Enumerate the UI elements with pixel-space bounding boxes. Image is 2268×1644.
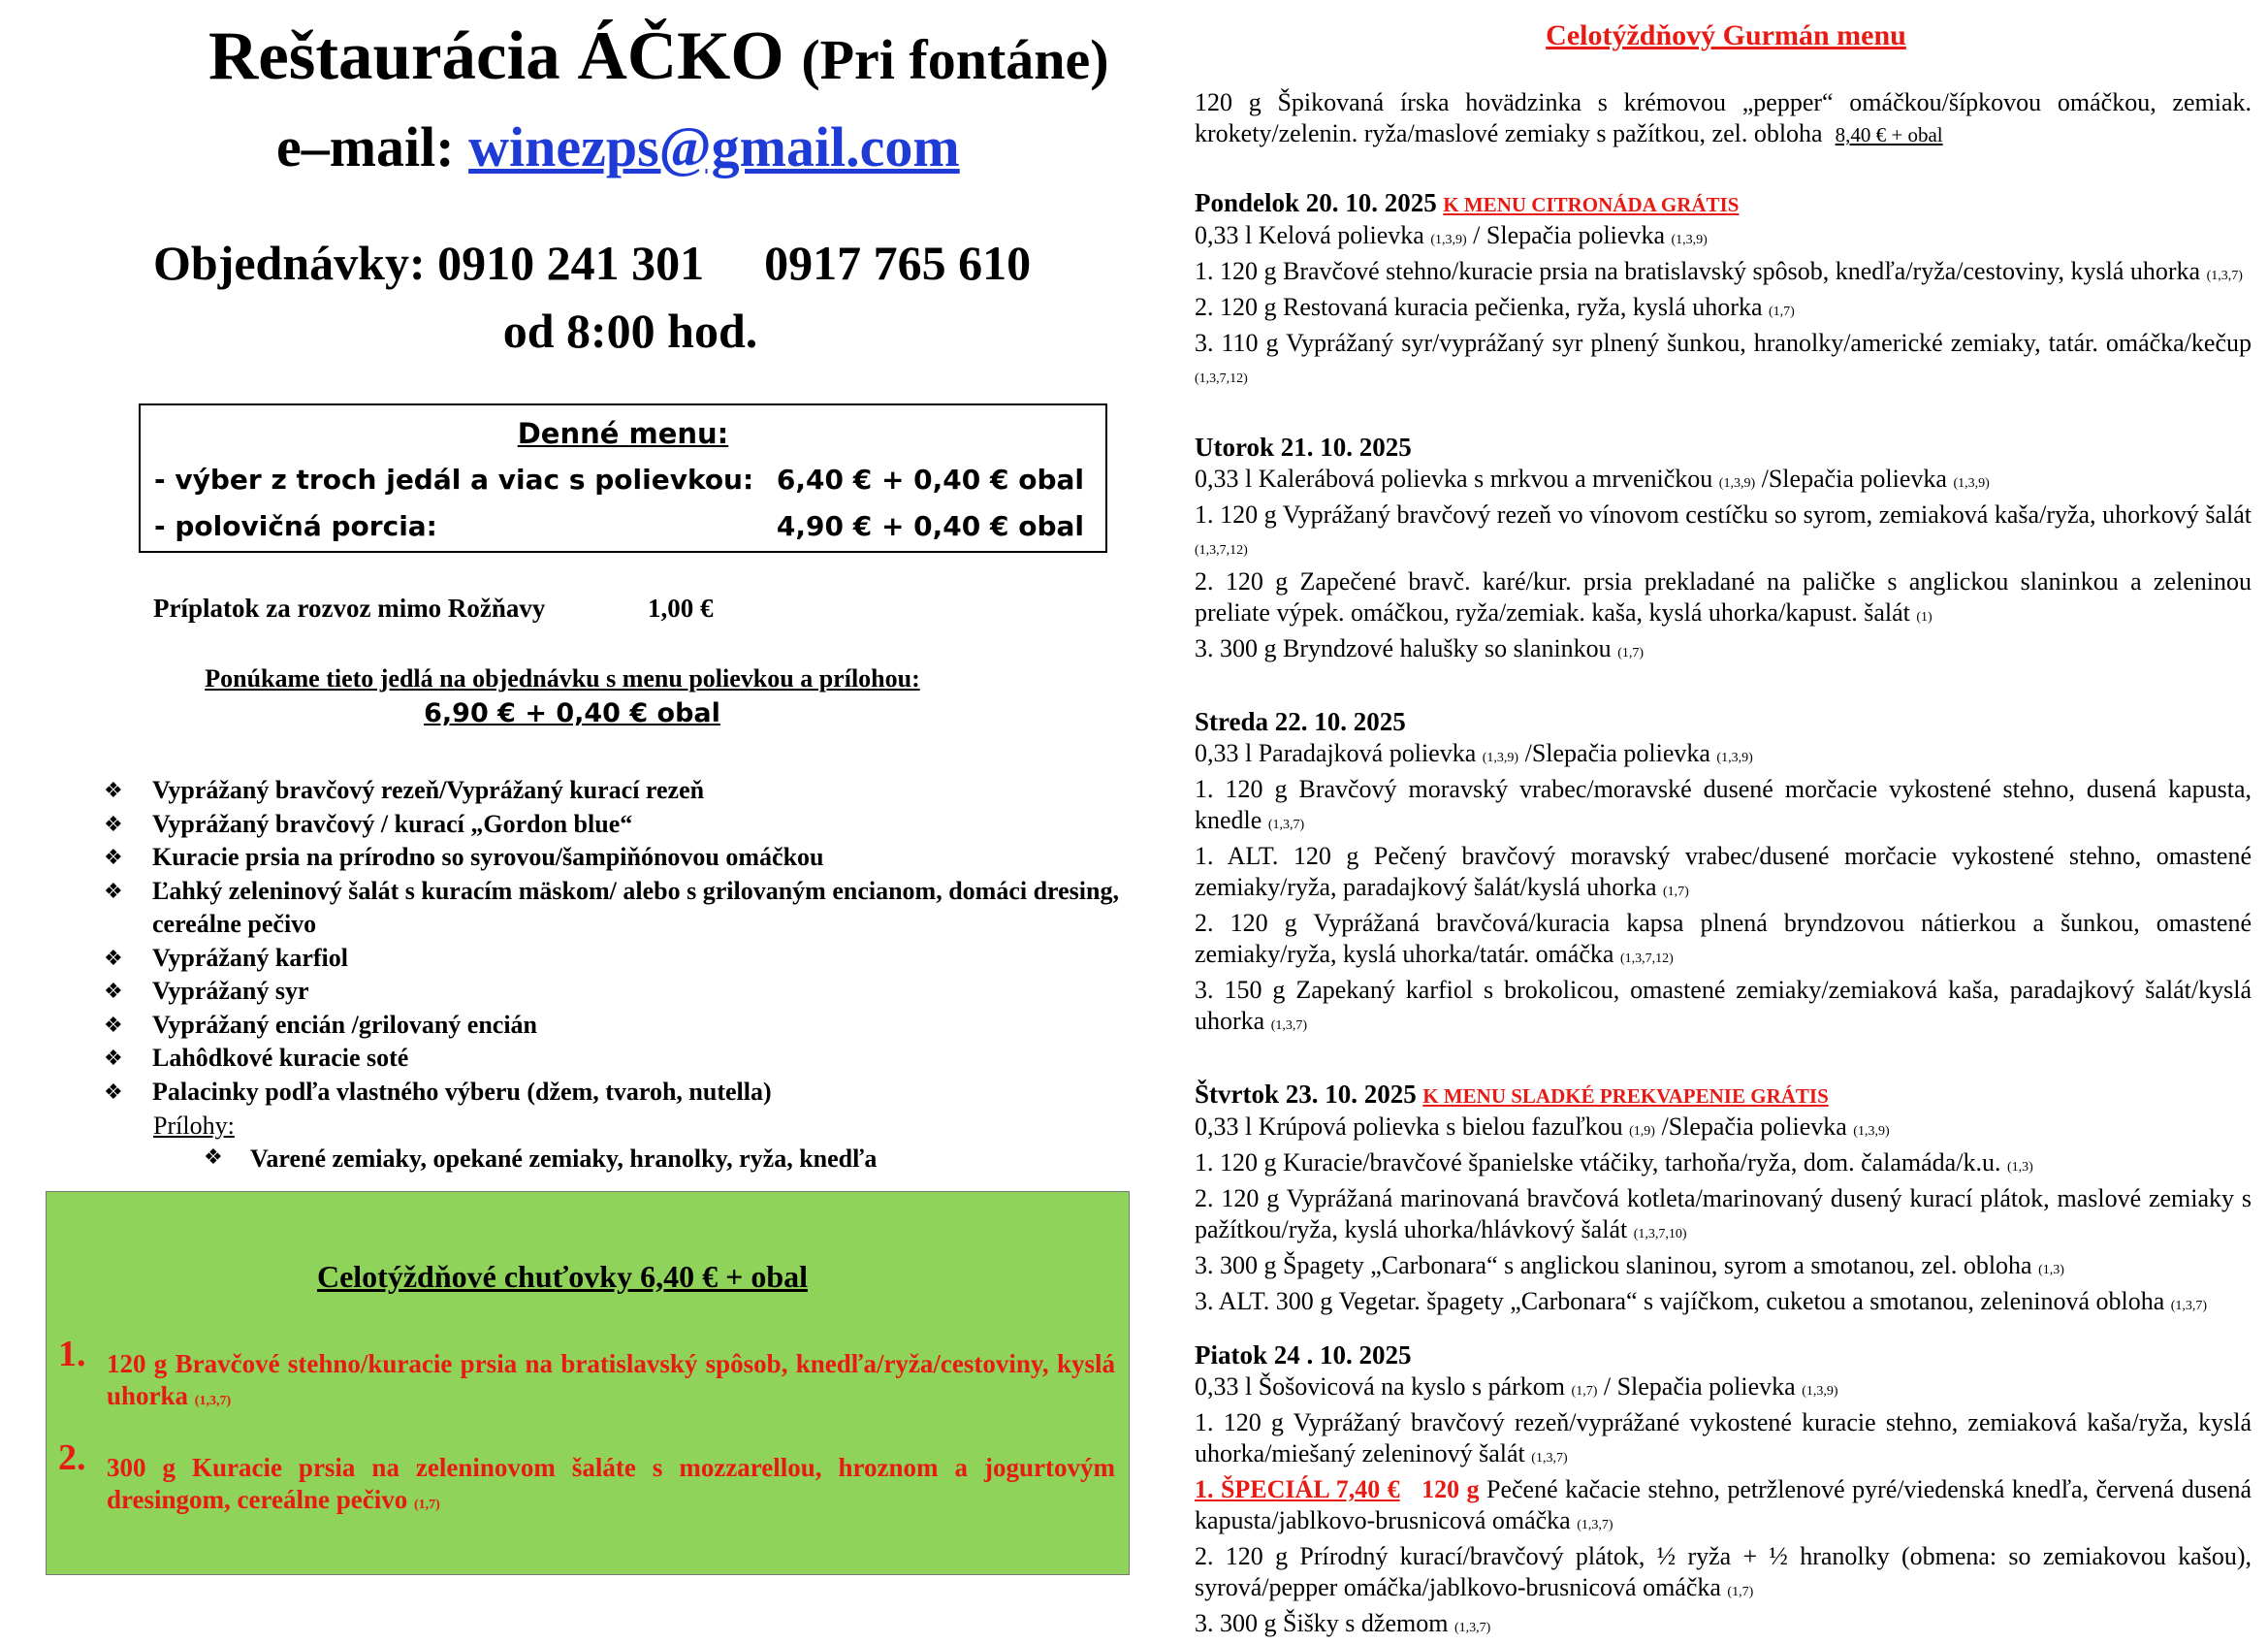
dish-line: 3. 300 g Špagety „Carbonara“ s anglickou slaninou, syrom a smotanou, zel. obloha (1,3)	[1195, 1251, 2064, 1279]
weekly-specials-title: Celotýždňové chuťovky 6,40 € + obal	[316, 1259, 809, 1294]
restaurant-name: Reštaurácia ÁČKO	[208, 18, 784, 94]
phone-1: 0910 241 301	[437, 236, 705, 290]
weekly-menu	[1195, 87, 2252, 1644]
daily-menu-row	[154, 464, 1084, 496]
diamond-cluster-icon: ❖	[104, 811, 123, 836]
sides-label: Prílohy:	[153, 1112, 235, 1140]
orders-label: Objednávky:	[153, 236, 426, 290]
dish-line: 3. 110 g Vyprážaný syr/vyprážaný syr plnený šunkou, hranolky/americké zemiaky, tatár. omáčka/kečup (1,3,7,12)	[1195, 329, 2252, 386]
dish-line: 3. ALT. 300 g Vegetar. špagety „Carbonara“ s vajíčkom, cuketou a smotanou, zeleninová obloha (1,3,7)	[1195, 1287, 2208, 1315]
soup-line: 0,33 l Paradajková polievka (1,3,9) /Slepačia polievka (1,3,9)	[1195, 739, 1753, 767]
daily-menu-row-price: 6,40 € + 0,40 € obal	[776, 464, 1084, 496]
day-heading: Utorok 21. 10. 2025	[1195, 433, 1412, 462]
dish-line: 1. 120 g Bravčový moravský vrabec/moravské dusené morčacie vykostené stehno, dusená kapusta, knedle (1,3,7)	[1195, 775, 2252, 834]
promo-badge: K MENU CITRONÁDA GRÁTIS	[1443, 193, 1740, 216]
list-item: ❖ Vyprážaný bravčový / kurací „Gordon blue“	[102, 808, 1130, 842]
restaurant-location: (Pri fontáne)	[801, 28, 1109, 91]
dish-line: 1. 120 g Vyprážaný bravčový rezeň/vyprážané vykostené kuracie stehno, zemiaková kaša/ryža, kyslá uhorka/miešaný zeleninový šalát (1,3,7)	[1195, 1408, 2252, 1467]
dish-line: 1. 120 g Bravčové stehno/kuracie prsia na bratislavský spôsob, knedľa/ryža/cestoviny, kyslá uhorka (1,3,7)	[1195, 257, 2243, 285]
surcharge-value: 1,00 €	[648, 594, 714, 623]
orders-time: od 8:00 hod.	[502, 304, 758, 358]
dish-line: 2. 120 g Prírodný kurací/bravčový plátok, ½ ryža + ½ hranolky (obmena: so zemiakovou kašou), syrová/pepper omáčka/jablkovo-brusnicová omáčka (1,7)	[1195, 1542, 2252, 1601]
email-label: e–mail:	[276, 115, 455, 178]
daily-menu-title: Denné menu:	[517, 417, 729, 450]
allergens: (1,7)	[413, 1498, 440, 1512]
diamond-cluster-icon: ❖	[204, 1144, 223, 1169]
gurman-item: 120 g Špikovaná írska hovädzinka s krémovou „pepper“ omáčkou/šípkovou omáčkou, zemiak. krokety/zelenin. ryža/maslové zemiaky s pažítkou, zel. obloha 8,40 € + obal	[1195, 88, 2252, 147]
email-link[interactable]: winezps@gmail.com	[468, 115, 960, 178]
daily-menu-row-label: - polovičná porcia:	[154, 510, 437, 542]
special-label: 1. ŠPECIÁL 7,40 €	[1195, 1475, 1400, 1503]
day-heading: Piatok 24 . 10. 2025	[1195, 1340, 1412, 1370]
restaurant-title	[208, 17, 1110, 96]
offer-heading: Ponúkame tieto jedlá na objednávku s menu polievkou a prílohou:	[205, 664, 920, 693]
list-item: ❖ Lahôdkové kuracie soté	[102, 1042, 1130, 1076]
day-heading: Štvrtok 23. 10. 2025 K MENU SLADKÉ PREKVAPENIE GRÁTIS	[1195, 1080, 1829, 1109]
dish-line: 1. 120 g Kuracie/bravčové španielske vtáčiky, tarhoňa/ryža, dom. čalamáda/k.u. (1,3)	[1195, 1148, 2033, 1177]
day-heading: Pondelok 20. 10. 2025 K MENU CITRONÁDA GRÁTIS	[1195, 188, 1740, 217]
dish-line: 2. 120 g Vyprážaná marinovaná bravčová kotleta/marinovaný dusený kurací plátok, maslové zemiaky s pažítkou/ryža, kyslá uhorka/hlávkový šalát (1,3,7,10)	[1195, 1184, 2252, 1243]
diamond-cluster-icon: ❖	[104, 778, 123, 802]
delivery-surcharge	[153, 594, 714, 624]
daily-menu-row-price: 4,90 € + 0,40 € obal	[776, 510, 1084, 542]
surcharge-label: Príplatok za rozvoz mimo Rožňavy	[153, 594, 546, 623]
special-dish-line: 1. ŠPECIÁL 7,40 € 120 g Pečené kačacie stehno, petržlenové pyré/viedenská knedľa, červená dusená kapusta/jablkovo-brusnicová omáčka (1,3,7)	[1195, 1475, 2252, 1534]
gurman-price: 8,40 € + obal	[1835, 123, 1943, 146]
diamond-cluster-icon: ❖	[104, 1046, 123, 1070]
dish-line: 2. 120 g Restovaná kuracia pečienka, ryža, kyslá uhorka (1,7)	[1195, 293, 1795, 321]
allergens: (1,3,7)	[194, 1394, 232, 1408]
special-weight: 120 g	[1421, 1475, 1480, 1503]
list-item: ❖ Vyprážaný syr	[102, 975, 1130, 1009]
list-item: ❖ Palacinky podľa vlastného výberu (džem, tvaroh, nutella)	[102, 1076, 1130, 1110]
dish-line: 2. 120 g Zapečené bravč. karé/kur. prsia prekladané na paličke s anglickou slaninkou a zeleninou preliate výpek. omáčkou, ryža/zemiak. kaša, kyslá uhorka/kapust. šalát (1)	[1195, 567, 2252, 627]
weekly-special-number: 2.	[58, 1437, 86, 1478]
dish-line: 1. 120 g Vyprážaný bravčový rezeň vo vínovom cestíčku so syrom, zemiaková kaša/ryža, uhorkový šalát (1,3,7,12)	[1195, 500, 2252, 558]
diamond-cluster-icon: ❖	[104, 1012, 123, 1037]
list-item: ❖ Ľahký zeleninový šalát s kuracím mäskom/ alebo s grilovaným encianom, domáci dresing, cereálne pečivo	[104, 876, 1119, 938]
day-heading: Streda 22. 10. 2025	[1195, 707, 1406, 736]
weekly-special-number: 1.	[58, 1334, 86, 1374]
email-line	[276, 114, 960, 179]
soup-line: 0,33 l Krúpová polievka s bielou fazuľkou (1,9) /Slepačia polievka (1,3,9)	[1195, 1112, 1890, 1141]
dish-line: 3. 300 g Bryndzové halušky so slaninkou (1,7)	[1195, 634, 1645, 662]
weekly-special-item: 1. 120 g Bravčové stehno/kuracie prsia na bratislavský spôsob, knedľa/ryža/cestoviny, kyslá uhorka (1,3,7)	[58, 1334, 1115, 1410]
list-item: ❖ Vyprážaný bravčový rezeň/Vyprážaný kurací rezeň	[102, 774, 1130, 808]
offer-price: 6,90 € + 0,40 € obal	[424, 698, 720, 728]
soup-line: 0,33 l Kalerábová polievka s mrkvou a mrveničkou (1,3,9) /Slepačia polievka (1,3,9)	[1195, 465, 1990, 493]
dish-line: 3. 300 g Šišky s džemom (1,3,7)	[1195, 1609, 1491, 1637]
dish-line: 3. 150 g Zapekaný karfiol s brokolicou, omastené zemiaky/zemiaková kaša, paradajkový šalát/kyslá uhorka (1,3,7)	[1195, 976, 2252, 1035]
daily-menu-row-label: - výber z troch jedál a viac s polievkou:	[154, 464, 754, 496]
phone-2: 0917 765 610	[764, 236, 1032, 290]
diamond-cluster-icon: ❖	[104, 945, 123, 970]
weekly-special-item: 2. 300 g Kuracie prsia na zeleninovom šaláte s mozzarellou, hroznom a jogurtovým dresingom, cereálne pečivo (1,7)	[58, 1437, 1115, 1514]
dish-line: 1. ALT. 120 g Pečený bravčový moravský vrabec/dusené morčacie vykostené stehno, omastené zemiaky/ryža, paradajkový šalát/kyslá uhorka (1,7)	[1195, 842, 2252, 901]
orders-line	[153, 235, 1031, 291]
soup-line: 0,33 l Kelová polievka (1,3,9) / Slepačia polievka (1,3,9)	[1195, 221, 1708, 249]
gurman-title: Celotýždňový Gurmán menu	[1546, 19, 1906, 51]
offer-list	[102, 774, 1130, 1109]
sides-item: ❖ Varené zemiaky, opekané zemiaky, hranolky, ryža, knedľa	[204, 1144, 878, 1173]
diamond-cluster-icon: ❖	[104, 979, 123, 1003]
list-item: ❖ Vyprážaný karfiol	[102, 942, 1130, 976]
dish-line: 2. 120 g Vyprážaná bravčová/kuracia kapsa plnená bryndzovou nátierkou a šunkou, omastené zemiaky/ryža, kyslá uhorka/tatár. omáčka (1,3,7,12)	[1195, 909, 2252, 968]
promo-badge: K MENU SLADKÉ PREKVAPENIE GRÁTIS	[1422, 1084, 1829, 1108]
list-item: ❖ Kuracie prsia na prírodno so syrovou/šampiňónovou omáčkou	[102, 841, 1130, 875]
diamond-cluster-icon: ❖	[104, 878, 123, 903]
daily-menu-box	[139, 403, 1107, 553]
diamond-cluster-icon: ❖	[104, 1079, 123, 1104]
soup-line: 0,33 l Šošovicová na kyslo s párkom (1,7) / Slepačia polievka (1,3,9)	[1195, 1372, 1838, 1401]
diamond-cluster-icon: ❖	[104, 845, 123, 869]
list-item: ❖ Vyprážaný encián /grilovaný encián	[102, 1009, 1130, 1043]
daily-menu-row	[154, 510, 1084, 542]
